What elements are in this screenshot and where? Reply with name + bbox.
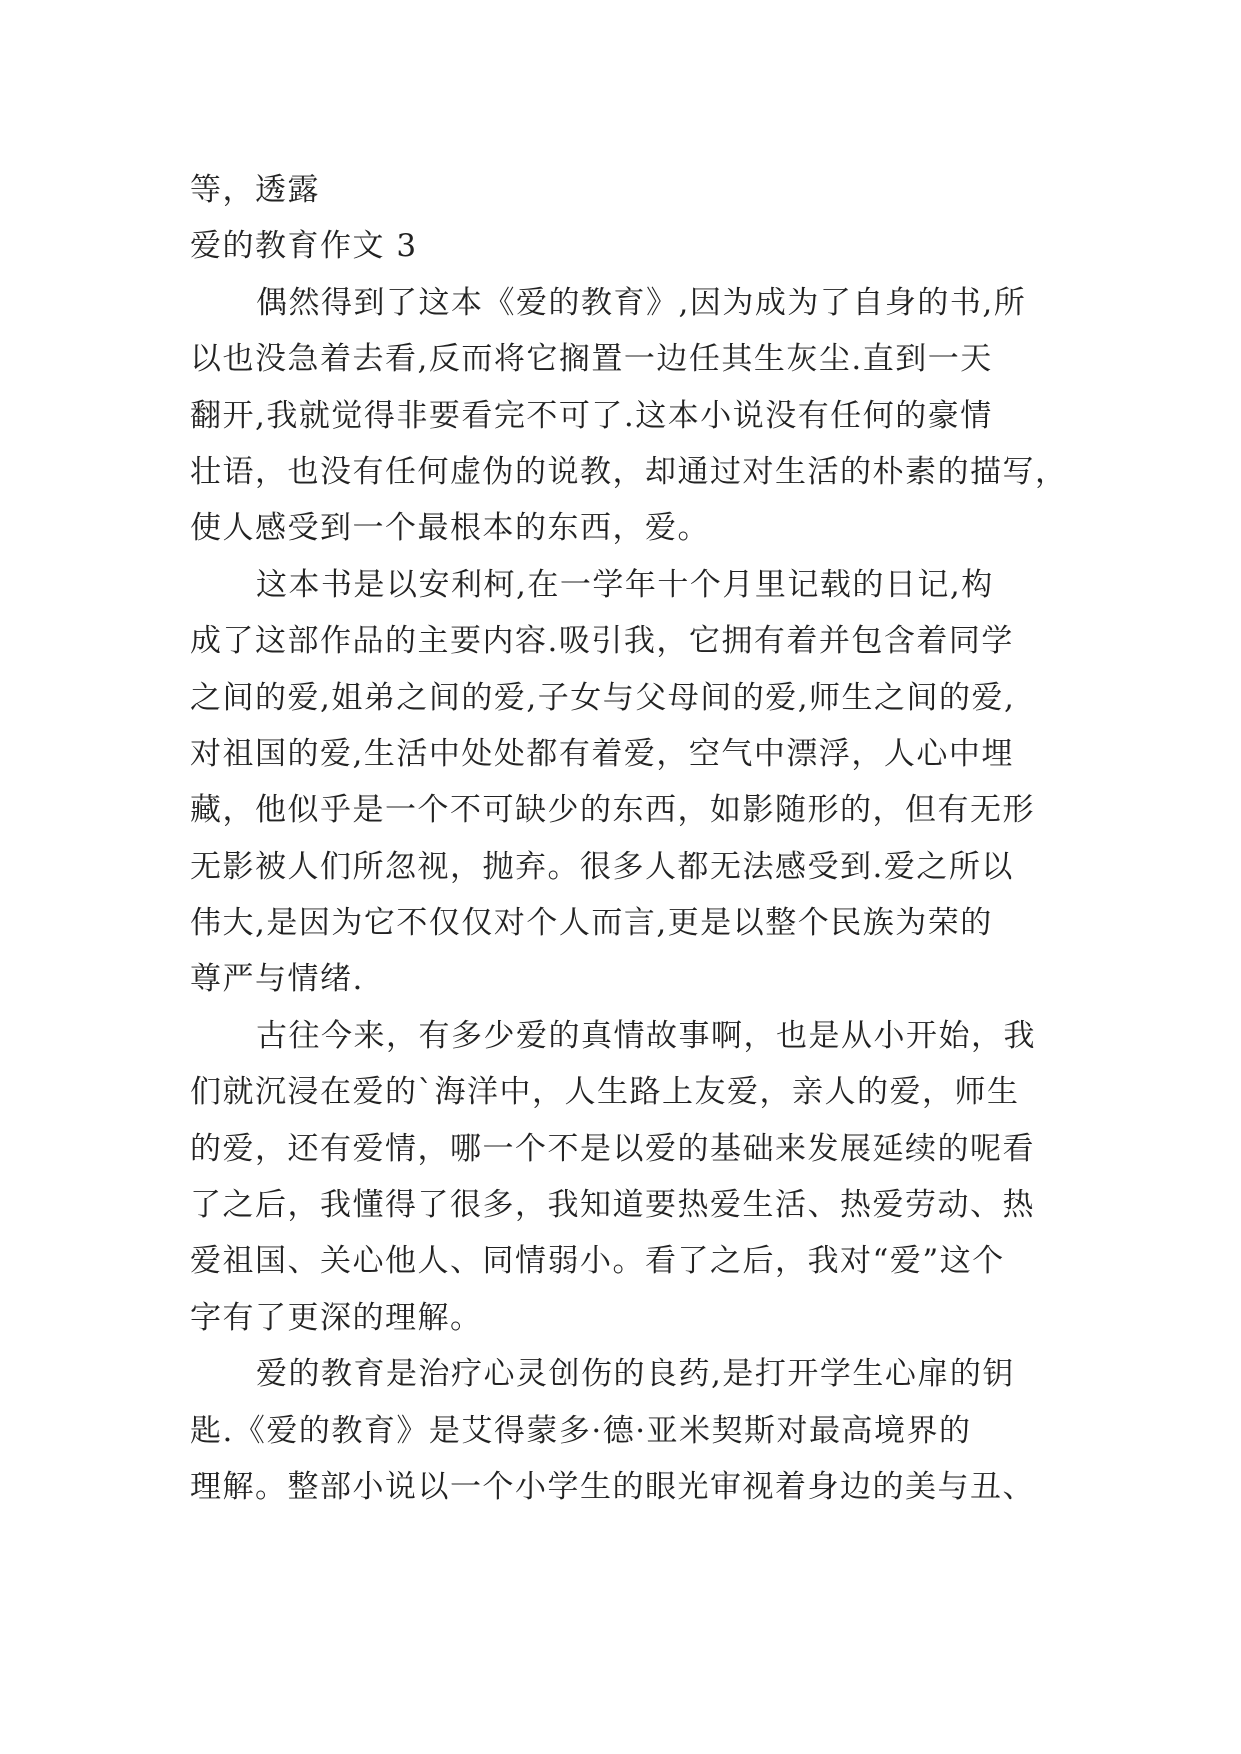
paragraph-3-line-5: 爱祖国、关心他人、同情弱小。看了之后，我对“爱”这个 xyxy=(190,1243,1005,1280)
section-heading: 爱的教育作文 3 xyxy=(190,228,418,265)
paragraph-2-line-6: 无影被人们所忽视，抛弃。很多人都无法感受到.爱之所以 xyxy=(190,848,1014,885)
paragraph-2-line-4: 对祖国的爱,生活中处处都有着爱，空气中漂浮，人心中埋 xyxy=(190,735,1014,772)
paragraph-1-line-5: 使人感受到一个最根本的东西，爱。 xyxy=(190,510,710,547)
paragraph-3-line-2: 们就沉浸在爱的`海洋中，人生路上友爱，亲人的爱，师生 xyxy=(190,1074,1020,1111)
paragraph-4-line-2: 匙.《爱的教育》是艾得蒙多·德·亚米契斯对最高境界的 xyxy=(190,1412,972,1449)
paragraph-4-line-1: 爱的教育是治疗心灵创伤的良药,是打开学生心扉的钥 xyxy=(256,1356,1015,1393)
text-fragment: 等，透露 xyxy=(190,172,320,208)
paragraph-2-line-2: 成了这部作品的主要内容.吸引我，它拥有着并包含着同学 xyxy=(190,623,1014,660)
paragraph-3-line-3: 的爱，还有爱情，哪一个不是以爱的基础来发展延续的呢看 xyxy=(190,1130,1035,1167)
paragraph-2-line-3: 之间的爱,姐弟之间的爱,子女与父母间的爱,师生之间的爱, xyxy=(190,679,1016,716)
paragraph-2-line-5: 藏，他似乎是一个不可缺少的东西，如影随形的，但有无形 xyxy=(190,792,1035,829)
paragraph-1-line-4: 壮语，也没有任何虚伪的说教，却通过对生活的朴素的描写， xyxy=(190,453,1068,490)
paragraph-4-line-3: 理解。整部小说以一个小学生的眼光审视着身边的美与丑、 xyxy=(190,1468,1035,1505)
paragraph-3-line-4: 了之后，我懂得了很多，我知道要热爱生活、热爱劳动、热 xyxy=(190,1187,1035,1224)
paragraph-3-line-1: 古往今来，有多少爱的真情故事啊，也是从小开始，我 xyxy=(256,1017,1036,1054)
paragraph-2-line-8: 尊严与情绪. xyxy=(190,961,364,998)
paragraph-3-line-6: 字有了更深的理解。 xyxy=(190,1299,483,1336)
paragraph-1-line-3: 翻开,我就觉得非要看完不可了.这本小说没有任何的豪情 xyxy=(190,397,993,434)
paragraph-2-line-7: 伟大,是因为它不仅仅对个人而言,更是以整个民族为荣的 xyxy=(190,905,993,942)
paragraph-1-line-2: 以也没急着去看,反而将它搁置一边任其生灰尘.直到一天 xyxy=(190,341,993,378)
paragraph-1-line-1: 偶然得到了这本《爱的教育》,因为成为了自身的书,所 xyxy=(256,284,1027,321)
paragraph-2-line-1: 这本书是以安利柯,在一学年十个月里记载的日记,构 xyxy=(256,566,994,603)
document-body xyxy=(190,162,1068,1515)
